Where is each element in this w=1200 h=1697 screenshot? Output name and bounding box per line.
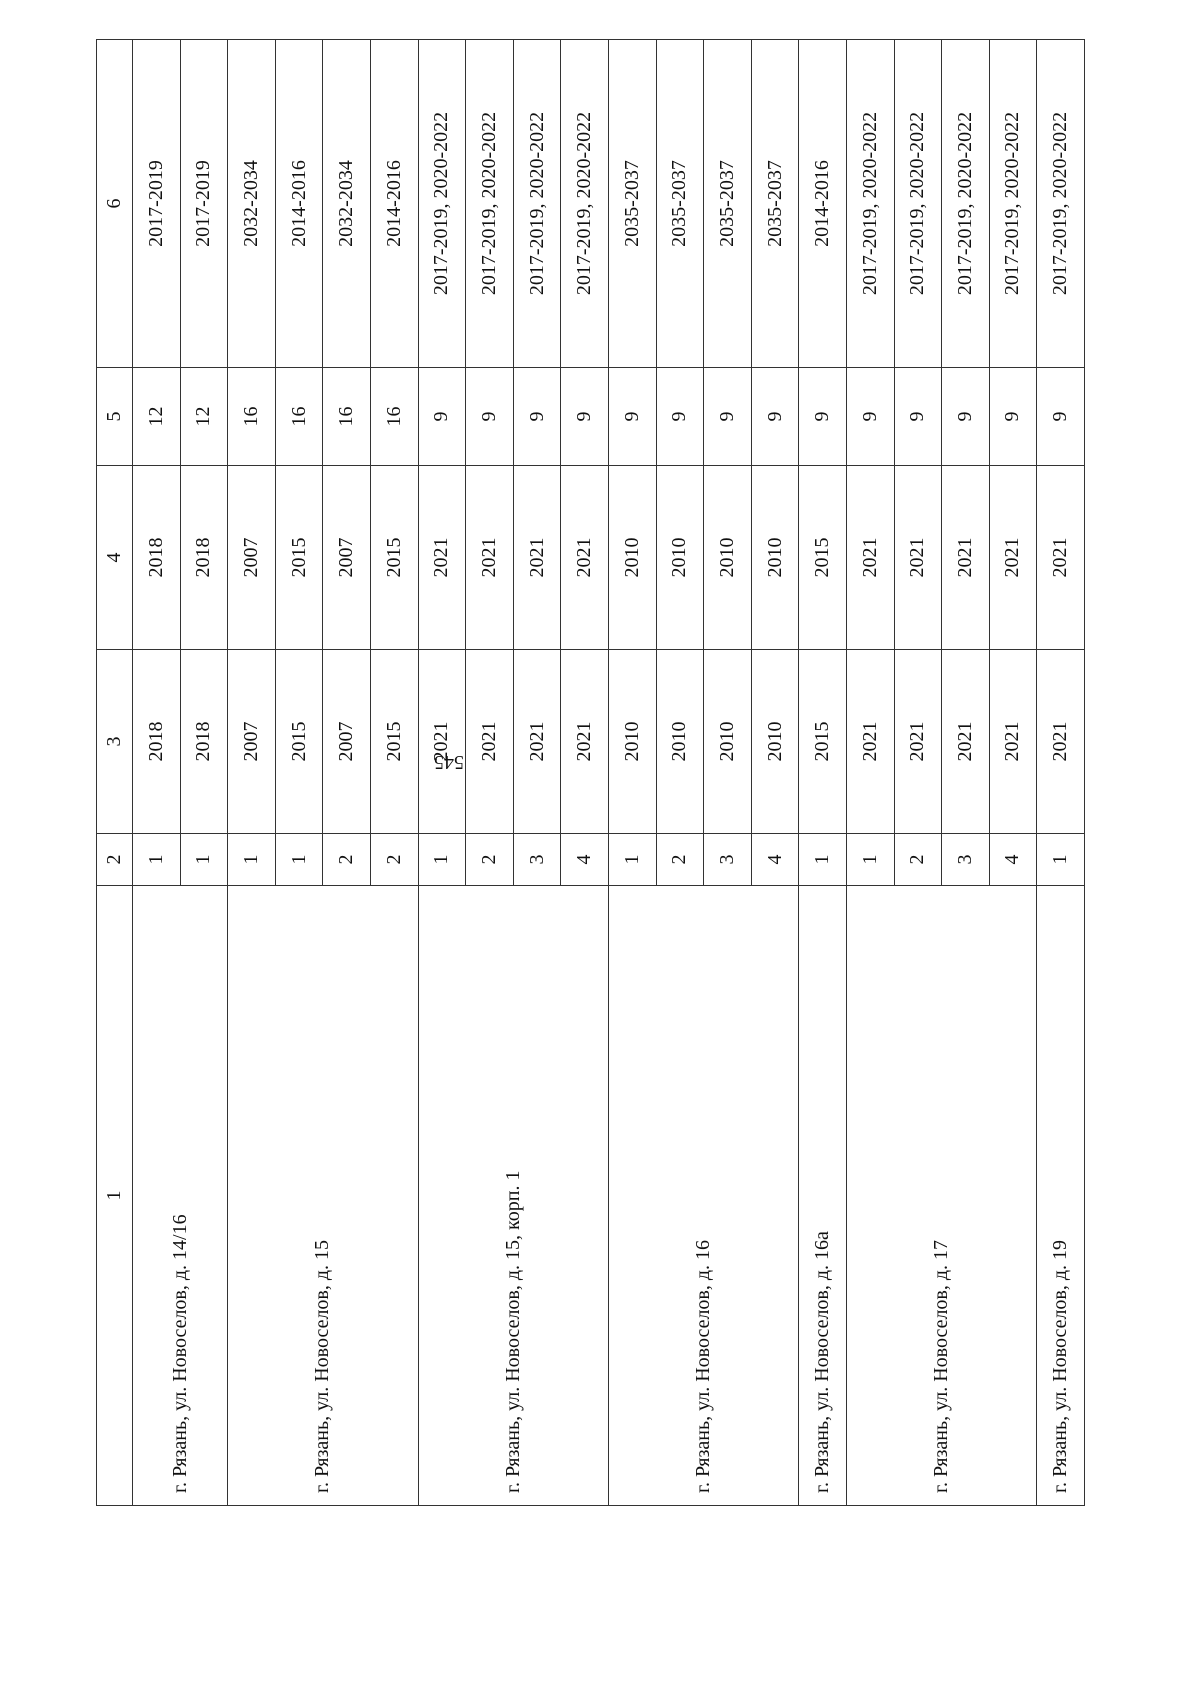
entrance-cell: 4 (989, 834, 1037, 886)
page-number: 545 (434, 751, 464, 773)
year-commission-cell: 2021 (989, 466, 1037, 650)
entrance-cell: 1 (418, 834, 466, 886)
entrance-cell: 1 (133, 834, 181, 886)
table-row (608, 40, 656, 1506)
floors-cell: 9 (466, 368, 514, 466)
year-built-cell: 2021 (894, 650, 942, 834)
year-commission-cell: 2018 (180, 466, 228, 650)
repair-period-cell: 2017-2019, 2020-2022 (846, 40, 894, 368)
table-body (97, 40, 1085, 1506)
entrance-cell: 1 (180, 834, 228, 886)
year-built-cell: 2015 (370, 650, 418, 834)
year-commission-cell: 2021 (513, 466, 561, 650)
entrance-cell: 2 (894, 834, 942, 886)
entrance-cell: 3 (704, 834, 752, 886)
repair-period-cell: 2014-2016 (370, 40, 418, 368)
year-built-cell: 2010 (656, 650, 704, 834)
year-commission-cell: 2010 (751, 466, 799, 650)
table-row (418, 40, 466, 1506)
rotated-table-wrapper (96, 40, 1071, 1506)
address-cell: г. Рязань, ул. Новоселов, д. 16а (799, 886, 847, 1506)
repair-period-cell: 2017-2019 (133, 40, 181, 368)
address-cell: г. Рязань, ул. Новоселов, д. 15 (228, 886, 418, 1506)
address-cell: г. Рязань, ул. Новоселов, д. 19 (1037, 886, 1085, 1506)
year-commission-cell: 2010 (608, 466, 656, 650)
entrance-cell: 2 (656, 834, 704, 886)
header-cell-col6: 6 (97, 40, 133, 368)
floors-cell: 9 (989, 368, 1037, 466)
entrance-cell: 1 (1037, 834, 1085, 886)
table-row (228, 40, 276, 1506)
header-cell-col1: 1 (97, 886, 133, 1506)
floors-cell: 9 (608, 368, 656, 466)
year-commission-cell: 2007 (228, 466, 276, 650)
year-built-cell: 2021 (466, 650, 514, 834)
year-commission-cell: 2010 (656, 466, 704, 650)
repair-period-cell: 2017-2019, 2020-2022 (466, 40, 514, 368)
entrance-cell: 3 (942, 834, 990, 886)
repair-period-cell: 2014-2016 (799, 40, 847, 368)
entrance-cell: 1 (608, 834, 656, 886)
table-row (846, 40, 894, 1506)
year-commission-cell: 2021 (942, 466, 990, 650)
repair-period-cell: 2017-2019, 2020-2022 (989, 40, 1037, 368)
table-header-row (97, 40, 133, 1506)
floors-cell: 16 (228, 368, 276, 466)
repair-period-cell: 2035-2037 (704, 40, 752, 368)
entrance-cell: 1 (846, 834, 894, 886)
year-commission-cell: 2021 (1037, 466, 1085, 650)
header-cell-col4: 4 (97, 466, 133, 650)
floors-cell: 9 (704, 368, 752, 466)
floors-cell: 16 (323, 368, 371, 466)
address-cell: г. Рязань, ул. Новоселов, д. 15, корп. 1 (418, 886, 608, 1506)
year-built-cell: 2010 (751, 650, 799, 834)
floors-cell: 16 (275, 368, 323, 466)
address-cell: г. Рязань, ул. Новоселов, д. 16 (608, 886, 798, 1506)
repair-period-cell: 2017-2019, 2020-2022 (1037, 40, 1085, 368)
entrance-cell: 2 (323, 834, 371, 886)
year-built-cell: 2021 (513, 650, 561, 834)
year-built-cell: 2010 (704, 650, 752, 834)
entrance-cell: 4 (751, 834, 799, 886)
repair-period-cell: 2017-2019 (180, 40, 228, 368)
year-commission-cell: 2021 (894, 466, 942, 650)
year-built-cell: 2021 (846, 650, 894, 834)
floors-cell: 9 (1037, 368, 1085, 466)
repair-period-cell: 2032-2034 (323, 40, 371, 368)
year-built-cell: 2007 (228, 650, 276, 834)
header-cell-col3: 3 (97, 650, 133, 834)
floors-cell: 9 (799, 368, 847, 466)
repair-period-cell: 2017-2019, 2020-2022 (894, 40, 942, 368)
year-commission-cell: 2021 (466, 466, 514, 650)
year-built-cell: 2015 (799, 650, 847, 834)
entrance-cell: 2 (466, 834, 514, 886)
repair-period-cell: 2014-2016 (275, 40, 323, 368)
year-built-cell: 2021 (942, 650, 990, 834)
year-built-cell: 2010 (608, 650, 656, 834)
header-cell-col2: 2 (97, 834, 133, 886)
year-built-cell: 2021 (561, 650, 609, 834)
year-commission-cell: 2007 (323, 466, 371, 650)
repair-period-cell: 2017-2019, 2020-2022 (942, 40, 990, 368)
entrance-cell: 1 (228, 834, 276, 886)
year-built-cell: 2015 (275, 650, 323, 834)
header-cell-col5: 5 (97, 368, 133, 466)
year-commission-cell: 2015 (275, 466, 323, 650)
repair-period-cell: 2017-2019, 2020-2022 (513, 40, 561, 368)
floors-cell: 9 (942, 368, 990, 466)
repair-period-cell: 2035-2037 (656, 40, 704, 368)
entrance-cell: 4 (561, 834, 609, 886)
entrance-cell: 1 (275, 834, 323, 886)
floors-cell: 16 (370, 368, 418, 466)
year-built-cell: 2018 (180, 650, 228, 834)
floors-cell: 9 (513, 368, 561, 466)
repair-period-cell: 2035-2037 (751, 40, 799, 368)
address-cell: г. Рязань, ул. Новоселов, д. 14/16 (133, 886, 228, 1506)
year-commission-cell: 2021 (418, 466, 466, 650)
year-commission-cell: 2010 (704, 466, 752, 650)
floors-cell: 12 (133, 368, 181, 466)
year-commission-cell: 2021 (846, 466, 894, 650)
year-built-cell: 2021 (1037, 650, 1085, 834)
floors-cell: 9 (656, 368, 704, 466)
table-row (1037, 40, 1085, 1506)
entrance-cell: 1 (799, 834, 847, 886)
year-commission-cell: 2021 (561, 466, 609, 650)
entrance-cell: 3 (513, 834, 561, 886)
repair-period-cell: 2035-2037 (608, 40, 656, 368)
address-cell: г. Рязань, ул. Новоселов, д. 17 (846, 886, 1036, 1506)
floors-cell: 9 (846, 368, 894, 466)
year-built-cell: 2021 (989, 650, 1037, 834)
year-commission-cell: 2015 (370, 466, 418, 650)
repair-period-cell: 2017-2019, 2020-2022 (561, 40, 609, 368)
year-built-cell: 2021 (418, 650, 466, 834)
floors-cell: 9 (561, 368, 609, 466)
table-row (799, 40, 847, 1506)
repair-period-cell: 2017-2019, 2020-2022 (418, 40, 466, 368)
year-built-cell: 2007 (323, 650, 371, 834)
floors-cell: 9 (894, 368, 942, 466)
floors-cell: 9 (418, 368, 466, 466)
year-built-cell: 2018 (133, 650, 181, 834)
repair-period-cell: 2032-2034 (228, 40, 276, 368)
floors-cell: 9 (751, 368, 799, 466)
year-commission-cell: 2015 (799, 466, 847, 650)
floors-cell: 12 (180, 368, 228, 466)
table-row (133, 40, 181, 1506)
year-commission-cell: 2018 (133, 466, 181, 650)
entrance-cell: 2 (370, 834, 418, 886)
housing-table (96, 39, 1085, 1506)
